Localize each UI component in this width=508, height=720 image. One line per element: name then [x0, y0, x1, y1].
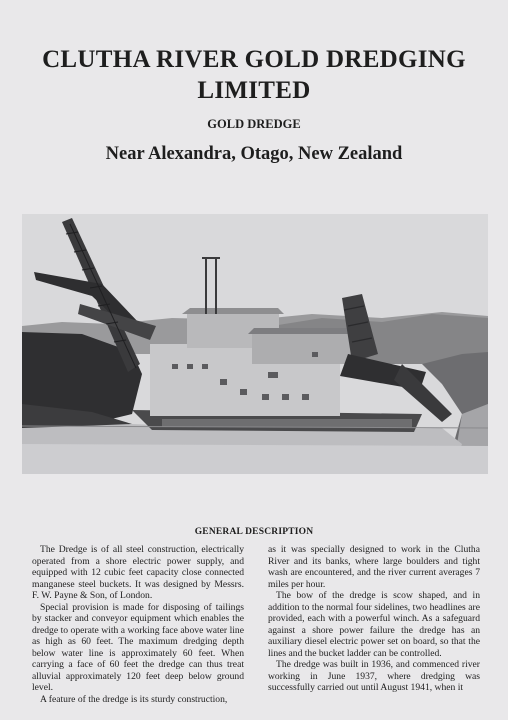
paragraph: as it was specially designed to work in the Clutha River and its banks, where large boulders and tight wash are encountered, and the river current averages 7 miles per hour. [268, 544, 480, 590]
title-line-2: LIMITED [197, 77, 311, 104]
document-subtitle: GOLD DREDGE [207, 117, 301, 131]
document-title [10, 44, 498, 106]
title-line-1: CLUTHA RIVER GOLD DREDGING [42, 46, 466, 73]
location-heading: Near Alexandra, Otago, New Zealand [105, 144, 403, 164]
paragraph: A feature of the dredge is its sturdy construction, [40, 693, 228, 705]
dredge-photo [22, 214, 488, 474]
description-column-left [32, 544, 244, 705]
dredge-photo-illustration [22, 214, 488, 474]
section-heading-general-description: GENERAL DESCRIPTION [194, 527, 314, 537]
paragraph: The bow of the dredge is scow shaped, and in addition to the normal four sidelines, two headlines are provided, each with a powerful winch. As a safeguard against a shore power failure the dredge has an auxiliary diesel electric power set on board, so that the lines and the bucket ladder can be controlled. [268, 590, 480, 659]
paragraph: The Dredge is of all steel construction, electrically operated from a shore electric power supply, and equipped with 12 cubic feet capacity close connected manganese steel buckets. It was designed by Messrs. F. W. Payne & Son, of London. [32, 544, 244, 601]
description-column-right [268, 544, 480, 694]
paragraph: Special provision is made for disposing of tailings by stacker and conveyor equipment which enables the dredge to operate with a working face above water line as high as 60 feet. The maximum dredging depth below water line is approximately 60 feet. When carrying a face of 60 feet the dredge can thus treat alluvial approximately 120 feet deep below ground level. [32, 601, 244, 693]
paragraph: The dredge was built in 1936, and commenced river working in June 1937, where dredging was successfully carried out until August 1941, when it [268, 659, 480, 693]
